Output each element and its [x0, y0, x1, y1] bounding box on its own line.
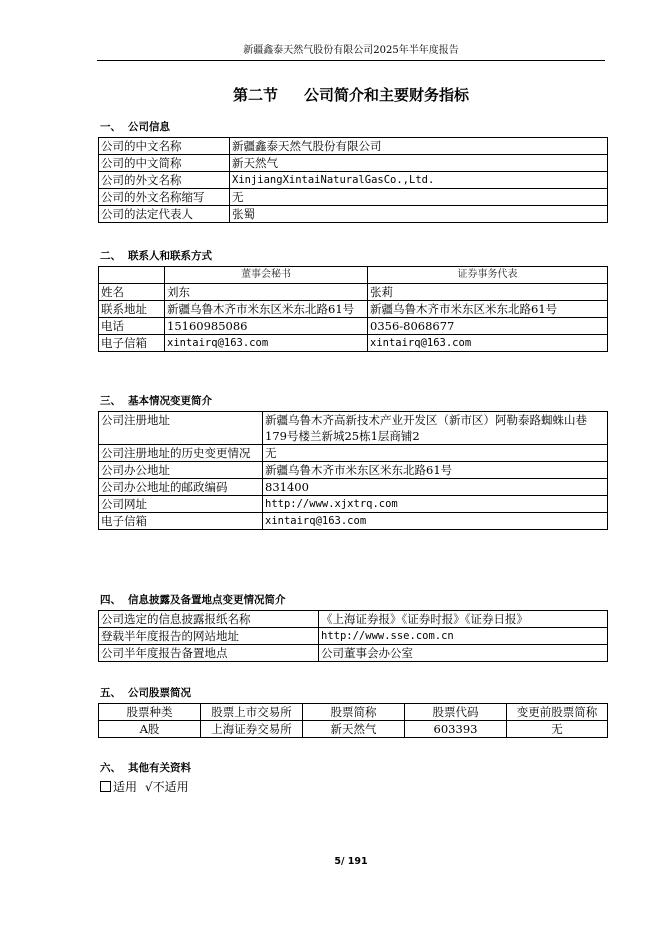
table-cell: 股票简称	[303, 704, 405, 721]
running-header: 新疆鑫泰天然气股份有限公司2025年半年度报告	[243, 45, 459, 56]
table-cell: 电话	[99, 318, 165, 335]
table-cell: xintairq@163.com	[368, 335, 608, 352]
applicability-options	[100, 779, 189, 795]
section-heading-other: 六、 其他有关资料	[100, 762, 191, 774]
section-number: 第二节	[232, 86, 278, 104]
table-cell: 无	[263, 445, 608, 462]
table-cell: 登载半年度报告的网站地址	[99, 628, 319, 645]
table-cell: 公司董事会办公室	[319, 645, 608, 662]
section-heading-stock: 五、 公司股票简况	[100, 687, 191, 699]
table-cell: xintairq@163.com	[263, 513, 608, 530]
section-heading-company-info: 一、 公司信息	[100, 121, 170, 133]
applicable-label: 适用	[113, 780, 138, 794]
table-cell	[99, 267, 165, 284]
table-cell: 上海证券交易所	[201, 721, 303, 738]
table-cell: XinjiangXintaiNaturalGasCo.,Ltd.	[230, 172, 608, 189]
table-cell: 0356-8068677	[368, 318, 608, 335]
table-cell: 公司网址	[99, 496, 263, 513]
table-cell: 603393	[405, 721, 507, 738]
table-cell: xintairq@163.com	[165, 335, 368, 352]
table-cell: A股	[99, 721, 201, 738]
table-row	[99, 301, 608, 318]
table-row	[99, 611, 608, 628]
table-cell: 姓名	[99, 284, 165, 301]
table-cell: 公司办公地址的邮政编码	[99, 479, 263, 496]
table-cell: 《上海证券报》《证券时报》《证券日报》	[319, 611, 608, 628]
table-row	[99, 206, 608, 223]
table-cell: 新疆乌鲁木齐市米东区米东北路61号	[368, 301, 608, 318]
table-cell: 张蜀	[230, 206, 608, 223]
table-cell: 新天然气	[230, 155, 608, 172]
table-row	[99, 704, 608, 721]
header-divider	[97, 60, 605, 61]
table-cell: 公司选定的信息披露报纸名称	[99, 611, 319, 628]
table-row	[99, 172, 608, 189]
table-row	[99, 496, 608, 513]
table-cell: 831400	[263, 479, 608, 496]
table-row	[99, 318, 608, 335]
table-cell: 公司的中文简称	[99, 155, 230, 172]
table-cell: 股票种类	[99, 704, 201, 721]
page-number: 5/ 191	[334, 856, 368, 867]
page-title	[97, 85, 605, 105]
table-row	[99, 155, 608, 172]
stock-table	[98, 703, 608, 738]
table-cell: 无	[507, 721, 608, 738]
table-row	[99, 189, 608, 206]
basic-info-change-table	[98, 411, 608, 530]
check-mark-icon: √	[145, 780, 153, 794]
table-row	[99, 335, 608, 352]
table-row	[99, 721, 608, 738]
table-row	[99, 479, 608, 496]
table-cell: 公司注册地址的历史变更情况	[99, 445, 263, 462]
not-applicable-label: 不适用	[152, 780, 189, 794]
table-cell: 公司注册地址	[99, 412, 263, 445]
table-cell: 新疆乌鲁木齐市米东区米东北路61号	[165, 301, 368, 318]
table-cell: 公司的外文名称缩写	[99, 189, 230, 206]
table-row	[99, 284, 608, 301]
table-cell: 公司的中文名称	[99, 138, 230, 155]
disclosure-table	[98, 610, 608, 662]
table-cell: 新疆乌鲁木齐市米东区米东北路61号	[263, 462, 608, 479]
table-cell: 公司办公地址	[99, 462, 263, 479]
table-cell: 张莉	[368, 284, 608, 301]
table-row	[99, 513, 608, 530]
table-cell: 新疆乌鲁木齐高新技术产业开发区（新市区）阿勒泰路蜘蛛山巷179号楼兰新城25栋1层商铺2	[263, 412, 608, 445]
table-cell: 电子信箱	[99, 335, 165, 352]
table-cell: 股票上市交易所	[201, 704, 303, 721]
table-cell: 新天然气	[303, 721, 405, 738]
table-cell: 刘东	[165, 284, 368, 301]
section-heading-contact: 二、 联系人和联系方式	[100, 250, 212, 262]
table-cell: 联系地址	[99, 301, 165, 318]
table-cell: 公司的外文名称	[99, 172, 230, 189]
column-header-representative: 证券事务代表	[368, 267, 608, 284]
table-cell: 无	[230, 189, 608, 206]
table-cell: 电子信箱	[99, 513, 263, 530]
table-row	[99, 412, 608, 445]
table-row	[99, 645, 608, 662]
table-row	[99, 267, 608, 284]
company-info-table	[98, 137, 608, 223]
applicable-checkbox[interactable]	[100, 781, 111, 792]
table-row	[99, 462, 608, 479]
table-cell: 15160985086	[165, 318, 368, 335]
column-header-secretary: 董事会秘书	[165, 267, 368, 284]
table-row	[99, 628, 608, 645]
table-cell: http://www.sse.com.cn	[319, 628, 608, 645]
table-cell: 公司的法定代表人	[99, 206, 230, 223]
table-cell: 公司半年度报告备置地点	[99, 645, 319, 662]
section-name: 公司简介和主要财务指标	[304, 86, 470, 104]
table-row	[99, 445, 608, 462]
table-cell: 新疆鑫泰天然气股份有限公司	[230, 138, 608, 155]
table-cell: 股票代码	[405, 704, 507, 721]
section-heading-basic-changes: 三、 基本情况变更简介	[100, 395, 212, 407]
table-row	[99, 138, 608, 155]
table-cell: 变更前股票简称	[507, 704, 608, 721]
section-heading-disclosure: 四、 信息披露及备置地点变更情况简介	[100, 594, 286, 606]
table-cell: http://www.xjxtrq.com	[263, 496, 608, 513]
contact-table	[98, 266, 608, 352]
